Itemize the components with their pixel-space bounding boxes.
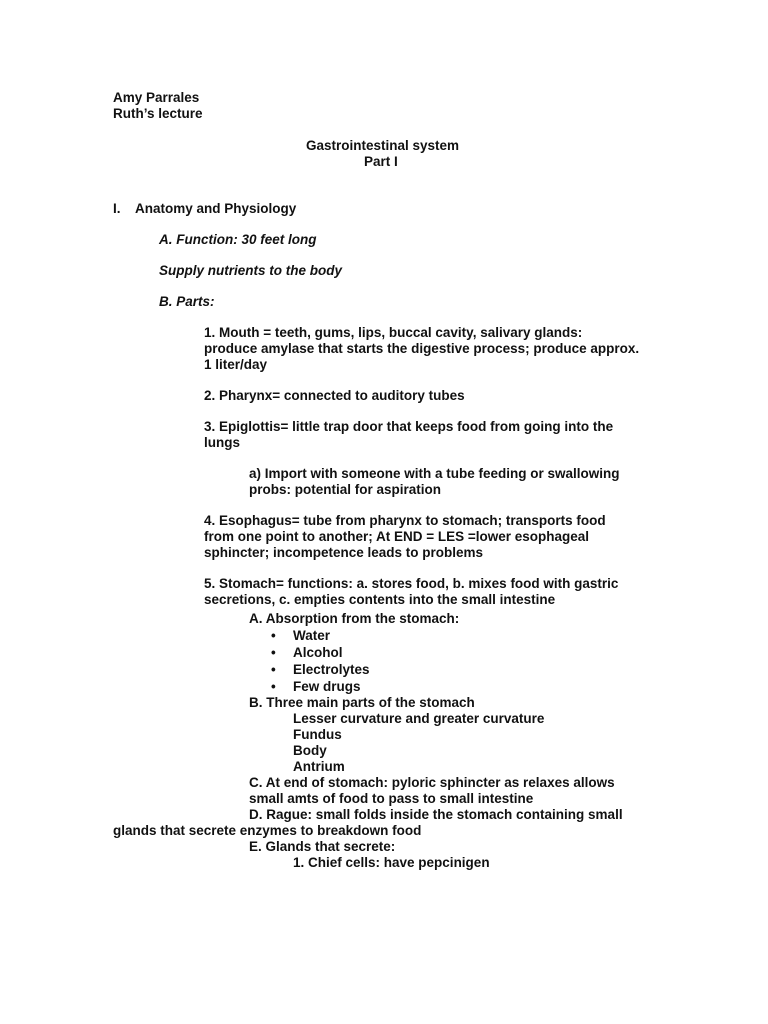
author-name: Amy Parrales <box>113 90 200 105</box>
subsection-b: B. Parts: <box>159 294 215 309</box>
item-4-line-3: sphincter; incompetence leads to problems <box>204 545 484 560</box>
bullet-item: • Alcohol <box>271 645 343 660</box>
bullet-icon: • <box>271 662 276 677</box>
item-3-sub-a-line-2: probs: potential for aspiration <box>249 482 442 497</box>
item-1-line-3: 1 liter/day <box>204 357 268 372</box>
item-4-line-2: from one point to another; At END = LES =lower esophageal <box>204 529 590 544</box>
item-5-E: E. Glands that secrete: <box>249 839 396 854</box>
item-5-line-1: 5. Stomach= functions: a. stores food, b. mixes food with gastric <box>204 576 619 591</box>
supply-line: Supply nutrients to the body <box>159 263 342 278</box>
item-5-C-line-2: small amts of food to pass to small intestine <box>249 791 534 806</box>
bullet-icon: • <box>271 645 276 660</box>
item-2: 2. Pharynx= connected to auditory tubes <box>204 388 465 403</box>
stomach-part: Lesser curvature and greater curvature <box>293 711 545 726</box>
section-number: I. <box>113 201 121 216</box>
item-3-sub-a-line-1: a) Import with someone with a tube feeding or swallowing <box>249 466 620 481</box>
bullet-item: • Water <box>271 628 331 643</box>
stomach-part: Body <box>293 743 327 758</box>
document-subtitle: Part I <box>364 154 398 169</box>
stomach-part: Antrium <box>293 759 345 774</box>
bullet-item: • Few drugs <box>271 679 361 694</box>
item-5-C-line-1: C. At end of stomach: pyloric sphincter as relaxes allows <box>249 775 615 790</box>
section-heading: Anatomy and Physiology <box>135 201 297 216</box>
item-5-line-2: secretions, c. empties contents into the small intestine <box>204 592 556 607</box>
item-3-line-2: lungs <box>204 435 240 450</box>
stomach-part: Fundus <box>293 727 342 742</box>
item-5-B: B. Three main parts of the stomach <box>249 695 475 710</box>
item-4-line-1: 4. Esophagus= tube from pharynx to stomach; transports food <box>204 513 606 528</box>
bullet-icon: • <box>271 679 276 694</box>
document-title: Gastrointestinal system <box>306 138 460 153</box>
item-3-line-1: 3. Epiglottis= little trap door that keeps food from going into the <box>204 419 614 434</box>
bullet-icon: • <box>271 628 276 643</box>
bullet-item: • Electrolytes <box>271 662 370 677</box>
lecture-name: Ruth’s lecture <box>113 106 203 121</box>
item-5-E-1: 1. Chief cells: have pepcinigen <box>293 855 490 870</box>
subsection-a: A. Function: 30 feet long <box>159 232 317 247</box>
item-5-D-line-2: glands that secrete enzymes to breakdown food <box>113 823 422 838</box>
item-5-A: A. Absorption from the stomach: <box>249 611 460 626</box>
item-1-line-2: produce amylase that starts the digestive process; produce approx. <box>204 341 640 356</box>
item-5-D-line-1: D. Rague: small folds inside the stomach containing small <box>249 807 623 822</box>
item-1-line-1: 1. Mouth = teeth, gums, lips, buccal cavity, salivary glands: <box>204 325 583 340</box>
